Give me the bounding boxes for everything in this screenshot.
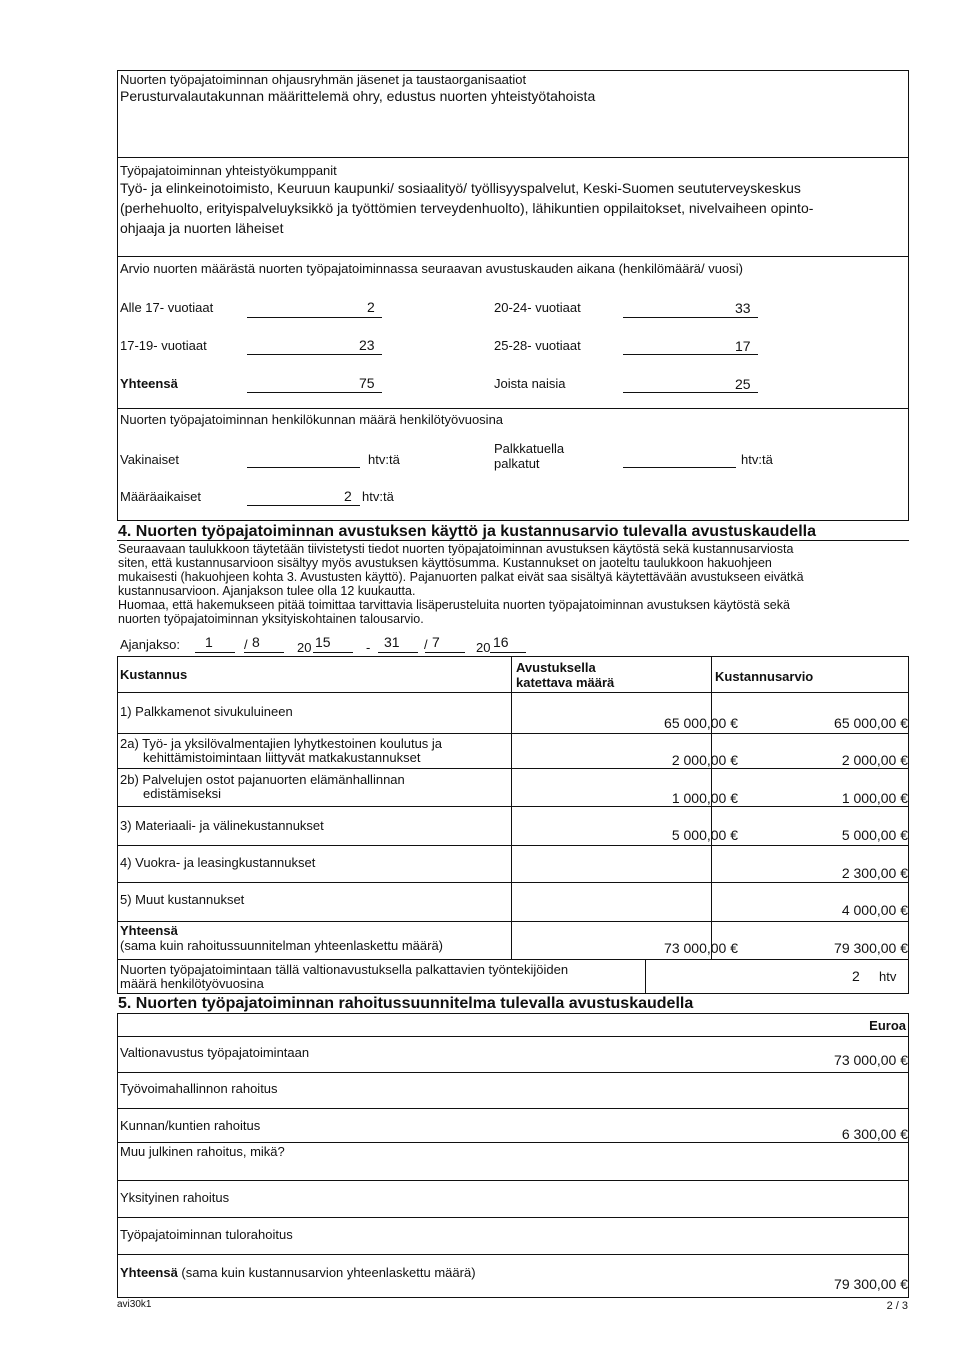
period-end-day[interactable]: 31 (384, 634, 400, 650)
currency-header: Euroa (869, 1018, 906, 1033)
row-divider (117, 806, 909, 807)
funding-total-label (120, 1265, 476, 1280)
age-value-25-28[interactable]: 17 (735, 338, 751, 354)
funding-total-bold: Yhteensä (120, 1265, 178, 1280)
age-label-20-24: 20-24- vuotiaat (494, 300, 581, 315)
period-underline (244, 652, 284, 653)
cost-row-budget[interactable]: 4 000,00 € (841, 902, 908, 918)
col-header-grant: Avustuksella (516, 660, 596, 675)
paid-label: palkatut (494, 456, 540, 471)
period-label: Ajanjakso: (120, 637, 180, 652)
period-end-month[interactable]: 7 (432, 634, 440, 650)
cost-row-label: 4) Vuokra- ja leasingkustannukset (120, 855, 316, 870)
section5-title: 5. Nuorten työpajatoiminnan rahoitussuunnitelma tulevalla avustuskaudella (118, 995, 694, 1012)
period-year-prefix: 20 (297, 640, 312, 655)
estimate-title: Arvio nuorten määrästä nuorten työpajatoiminnassa seuraavan avustuskauden aikana (henkilömäärä/ vuosi) (120, 261, 743, 276)
funding-row-value[interactable]: 73 000,00 € (834, 1052, 908, 1068)
cost-row-label: edistämiseksi (143, 786, 222, 801)
partners-line: ohjaaja ja nuorten läheiset (120, 220, 284, 236)
partners-title: Työpajatoiminnan yhteistyökumppanit (120, 163, 337, 178)
period-underline (195, 652, 235, 653)
temporary-label: Määräaikaiset (120, 489, 201, 504)
col-header-budget: Kustannusarvio (715, 669, 814, 684)
cost-row-label: 2a) Työ- ja yksilövalmentajien lyhytkestoinen koulutus ja (120, 736, 443, 751)
row-divider (117, 845, 909, 846)
funding-row-label: Kunnan/kuntien rahoitus (120, 1118, 261, 1133)
age-value-17-19[interactable]: 23 (359, 337, 375, 353)
cost-row-grant[interactable]: 1 000,00 € (671, 790, 738, 806)
col-divider (711, 656, 712, 959)
funding-row-value[interactable]: 6 300,00 € (841, 1126, 908, 1142)
age-label-17-19: 17-19- vuotiaat (120, 338, 207, 353)
divider (117, 256, 909, 257)
cost-row-label: 5) Muut kustannukset (120, 892, 245, 907)
partners-line: Työ- ja elinkeinotoimisto, Keuruun kaupunki/ sosiaalityö/ työllisyyspalvelut, Keski-Suomen seututerveyskeskus (120, 180, 801, 196)
period-start-day[interactable]: 1 (205, 634, 213, 650)
age-women-value[interactable]: 25 (735, 376, 751, 392)
cost-row-grant[interactable]: 65 000,00 € (664, 715, 738, 731)
steering-text: Perusturvalautakunnan määrittelemä ohry, edustus nuorten yhteistyötahoista (120, 88, 596, 104)
intro-line: mukaisesti (hakuohjeen kohta 3. Avustusten käyttö). Pajanuorten palkat eivät saa sisältyä käytettävään avustukseen eivätkä (118, 570, 804, 584)
cost-row-label: 2b) Palvelujen ostot pajanuorten elämänhallinnan (120, 772, 405, 787)
permanent-label: Vakinaiset (120, 452, 180, 467)
age-total-value[interactable]: 75 (359, 375, 375, 391)
cost-row-label: 1) Palkkamenot sivukuluineen (120, 704, 293, 719)
period-underline (490, 652, 526, 653)
period-start-year[interactable]: 15 (315, 634, 331, 650)
age-underline (247, 354, 382, 355)
partners-line: (perhehuolto, erityispalveluyksikkö ja työttömien terveydenhuolto), lähikuntien oppilaitokset, nivelvaiheen opinto- (120, 200, 814, 216)
divider (117, 408, 909, 409)
funding-total-rest: (sama kuin kustannusarvion yhteenlaskettu määrä) (177, 1265, 476, 1280)
cost-row-budget[interactable]: 65 000,00 € (834, 715, 908, 731)
cost-total-sub: (sama kuin rahoitussuunnitelman yhteenlaskettu määrä) (120, 938, 444, 953)
col-header-grant: katettava määrä (516, 675, 615, 690)
row-divider (117, 692, 909, 693)
paid-unit: htv:tä (741, 452, 773, 467)
col-divider (645, 959, 646, 994)
period-underline (378, 652, 418, 653)
cost-row-budget[interactable]: 5 000,00 € (841, 827, 908, 843)
period-year-prefix: 20 (476, 640, 491, 655)
row-divider (117, 959, 909, 960)
temporary-value[interactable]: 2 (344, 488, 352, 504)
divider (117, 157, 909, 158)
period-underline (313, 652, 353, 653)
cost-row-budget[interactable]: 1 000,00 € (841, 790, 908, 806)
intro-line: siten, että kustannusarvioon sisältyy myös avustuksen käyttösumma. Kustannukset on jaoteltu taulukkoon hakuohjeen (118, 556, 772, 570)
staff-title: Nuorten työpajatoiminnan henkilökunnan määrä henkilötyövuosina (120, 412, 504, 427)
col-header-cost: Kustannus (120, 667, 188, 682)
cost-total-grant[interactable]: 73 000,00 € (664, 940, 738, 956)
age-label-under17: Alle 17- vuotiaat (120, 300, 214, 315)
age-label-25-28: 25-28- vuotiaat (494, 338, 581, 353)
staff-count-label: määrä henkilötyövuosina (120, 976, 264, 991)
permanent-unit: htv:tä (368, 452, 400, 467)
row-divider (117, 1072, 909, 1073)
age-underline (247, 392, 382, 393)
staff-underline (247, 467, 360, 468)
section4-title: 4. Nuorten työpajatoiminnan avustuksen käyttö ja kustannusarvio tulevalla avustuskaudella (118, 523, 816, 540)
cost-total-label: Yhteensä (120, 923, 178, 938)
cost-row-grant[interactable]: 2 000,00 € (671, 752, 738, 768)
staff-count-unit: htv (879, 969, 897, 984)
funding-total-value[interactable]: 79 300,00 € (834, 1276, 908, 1292)
funding-row-label: Valtionavustus työpajatoimintaan (120, 1045, 310, 1060)
period-underline (425, 652, 465, 653)
cost-row-label: 3) Materiaali- ja välinekustannukset (120, 818, 324, 833)
cost-row-budget[interactable]: 2 300,00 € (841, 865, 908, 881)
row-divider (117, 1142, 909, 1143)
steering-title: Nuorten työpajatoiminnan ohjausryhmän jäsenet ja taustaorganisaatiot (120, 72, 527, 87)
intro-line: kustannusarvioon. Ajanjakson tulee olla 12 kuukautta. (118, 584, 416, 598)
age-women-label: Joista naisia (494, 376, 566, 391)
divider (117, 540, 909, 541)
funding-row-label: Yksityinen rahoitus (120, 1190, 230, 1205)
funding-row-label: Työvoimahallinnon rahoitus (120, 1081, 278, 1096)
age-total-label: Yhteensä (120, 376, 178, 391)
paid-label: Palkkatuella (494, 441, 565, 456)
temporary-unit: htv:tä (362, 489, 394, 504)
age-value-20-24[interactable]: 33 (735, 300, 751, 316)
period-start-month[interactable]: 8 (252, 634, 260, 650)
period-end-year[interactable]: 16 (493, 634, 509, 650)
row-divider (117, 882, 909, 883)
staff-count-label: Nuorten työpajatoimintaan tällä valtionavustuksella palkattavien työntekijöiden (120, 962, 569, 977)
period-slash: / (244, 637, 248, 652)
intro-line: Huomaa, että hakemukseen pitää toimittaa tarvittavia lisäperusteluita nuorten työpajatoiminnan avustuksen käytöstä sekä (118, 598, 790, 612)
age-underline (247, 317, 382, 318)
row-divider (117, 768, 909, 769)
cost-row-grant[interactable]: 5 000,00 € (671, 827, 738, 843)
row-divider (117, 1180, 909, 1181)
intro-line: Seuraavaan taulukkoon täytetään tiivistetysti tiedot nuorten työpajatoiminnan avustuksen käytöstä sekä kustannusarviosta (118, 542, 794, 556)
row-divider (117, 1108, 909, 1109)
col-divider (511, 656, 512, 959)
staff-underline (623, 467, 736, 468)
row-divider (117, 1254, 909, 1255)
funding-row-label: Muu julkinen rahoitus, mikä? (120, 1144, 285, 1159)
age-value-under17[interactable]: 2 (367, 299, 375, 315)
cost-total-budget[interactable]: 79 300,00 € (834, 940, 908, 956)
row-divider (117, 1217, 909, 1218)
cost-row-label: kehittämistoimintaan liittyvät matkakustannukset (143, 750, 421, 765)
row-divider (117, 921, 909, 922)
staff-count-value[interactable]: 2 (852, 968, 860, 984)
intro-line: nuorten työpajatoiminnan yksityiskohtainen talousarvio. (118, 612, 424, 626)
row-divider (117, 1036, 909, 1037)
cost-row-budget[interactable]: 2 000,00 € (841, 752, 908, 768)
footer-code: avi30k1 (117, 1299, 152, 1310)
row-divider (117, 733, 909, 734)
staff-underline (247, 505, 360, 506)
period-dash: - (366, 640, 371, 655)
period-slash: / (424, 637, 428, 652)
funding-row-label: Työpajatoiminnan tulorahoitus (120, 1227, 293, 1242)
age-underline (623, 317, 758, 318)
footer-page: 2 / 3 (886, 1300, 908, 1312)
